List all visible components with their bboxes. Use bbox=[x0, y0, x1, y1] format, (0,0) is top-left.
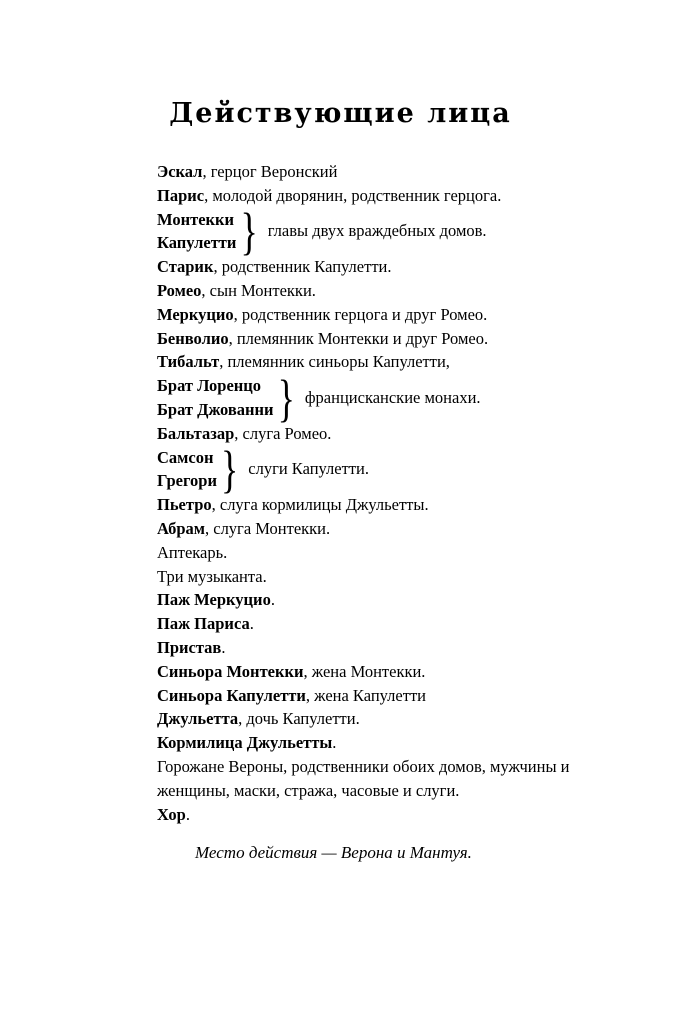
list-item bbox=[157, 612, 627, 636]
character-name: Бальтазар bbox=[157, 423, 235, 443]
list-item bbox=[157, 636, 627, 660]
list-item bbox=[157, 541, 627, 565]
character-name: Синьора Монтекки bbox=[157, 661, 304, 681]
cast-list bbox=[157, 160, 627, 826]
list-item bbox=[157, 446, 217, 470]
character-name-pair bbox=[157, 208, 236, 256]
character-desc: , жена Капулетти bbox=[305, 685, 426, 705]
character-desc: Три музыканта. bbox=[157, 566, 267, 586]
character-desc: , родственник Капулетти. bbox=[213, 257, 392, 277]
character-name: Капулетти bbox=[157, 233, 237, 253]
character-desc: . bbox=[185, 804, 190, 824]
character-name: Самсон bbox=[157, 447, 214, 467]
list-item bbox=[157, 374, 274, 398]
page-title: Действующие лица bbox=[169, 98, 512, 129]
group-gloss: францисканские монахи. bbox=[304, 387, 481, 407]
list-item bbox=[157, 279, 627, 303]
list-item bbox=[157, 469, 217, 493]
list-item bbox=[157, 208, 236, 232]
list-item bbox=[157, 255, 627, 279]
character-name: Паж Париса bbox=[157, 614, 250, 634]
list-item bbox=[157, 303, 627, 327]
character-name: Паж Меркуцио bbox=[157, 590, 271, 610]
setting-note: Место действия — Верона и Мантуя. bbox=[195, 843, 472, 862]
character-desc: , племянник синьоры Капулетти, bbox=[219, 352, 450, 372]
list-item bbox=[157, 517, 627, 541]
character-name: Брат Джованни bbox=[157, 399, 274, 419]
list-item bbox=[157, 660, 627, 684]
character-desc: . bbox=[332, 733, 337, 753]
character-desc: , слуга Монтекки. bbox=[205, 518, 331, 538]
list-item bbox=[157, 160, 627, 184]
list-item bbox=[157, 350, 627, 374]
list-item bbox=[157, 588, 627, 612]
character-desc: , слуга Ромео. bbox=[234, 423, 332, 443]
character-name: Пристав bbox=[157, 637, 222, 657]
character-name: Хор bbox=[157, 804, 186, 824]
list-item-group bbox=[157, 368, 627, 427]
list-item-group bbox=[157, 440, 627, 499]
character-name-pair bbox=[157, 374, 274, 422]
list-item bbox=[157, 684, 627, 708]
list-item bbox=[157, 398, 274, 422]
character-name: Кормилица Джульетты bbox=[157, 733, 333, 753]
character-desc: . bbox=[270, 590, 275, 610]
character-name: Монтекки bbox=[157, 209, 235, 229]
character-name: Бенволио bbox=[157, 328, 229, 348]
character-name: Брат Лоренцо bbox=[157, 376, 262, 396]
character-desc: , молодой дворянин, родственник герцога. bbox=[204, 185, 502, 205]
group-gloss: главы двух враждебных домов. bbox=[267, 221, 487, 241]
character-name: Меркуцио bbox=[157, 304, 234, 324]
character-name: Пьетро bbox=[157, 495, 212, 515]
character-name: Эскал bbox=[157, 162, 203, 181]
list-item bbox=[157, 231, 236, 255]
list-item bbox=[157, 184, 627, 208]
character-name: Парис bbox=[157, 185, 205, 205]
list-item bbox=[157, 803, 627, 827]
character-name: Старик bbox=[157, 257, 214, 277]
list-item-group bbox=[157, 202, 627, 261]
list-item bbox=[157, 565, 627, 589]
character-desc: , сын Монтекки. bbox=[201, 280, 316, 300]
brace-icon: } bbox=[240, 202, 258, 261]
character-desc: , слуга кормилицы Джульетты. bbox=[211, 495, 429, 515]
character-name: Синьора Капулетти bbox=[157, 685, 306, 705]
brace-icon: } bbox=[277, 368, 295, 427]
character-desc: , племянник Монтекки и друг Ромео. bbox=[228, 328, 489, 348]
character-desc: , родственник герцога и друг Ромео. bbox=[233, 304, 488, 324]
group-gloss: слуги Капулетти. bbox=[248, 459, 369, 479]
character-name: Ромео bbox=[157, 280, 202, 300]
character-name-pair bbox=[157, 446, 217, 494]
brace-icon: } bbox=[220, 440, 239, 499]
character-desc: Аптекарь. bbox=[157, 542, 228, 562]
character-desc: . bbox=[249, 614, 254, 634]
character-desc: , жена Монтекки. bbox=[303, 661, 426, 681]
character-desc: Горожане Вероны, родственники обоих домов, мужчины и женщины, маски, стража, часовые и слуги. bbox=[157, 756, 570, 800]
list-item bbox=[157, 707, 627, 731]
character-name: Джульетта bbox=[157, 709, 239, 729]
character-desc: , герцог Веронский bbox=[202, 162, 338, 181]
list-item bbox=[157, 755, 612, 803]
character-desc: . bbox=[221, 637, 226, 657]
list-item bbox=[157, 731, 627, 755]
character-name: Тибальт bbox=[157, 352, 220, 372]
list-item bbox=[157, 327, 627, 351]
character-name: Грегори bbox=[157, 471, 217, 491]
character-desc: , дочь Капулетти. bbox=[238, 709, 360, 729]
character-name: Абрам bbox=[157, 518, 205, 538]
